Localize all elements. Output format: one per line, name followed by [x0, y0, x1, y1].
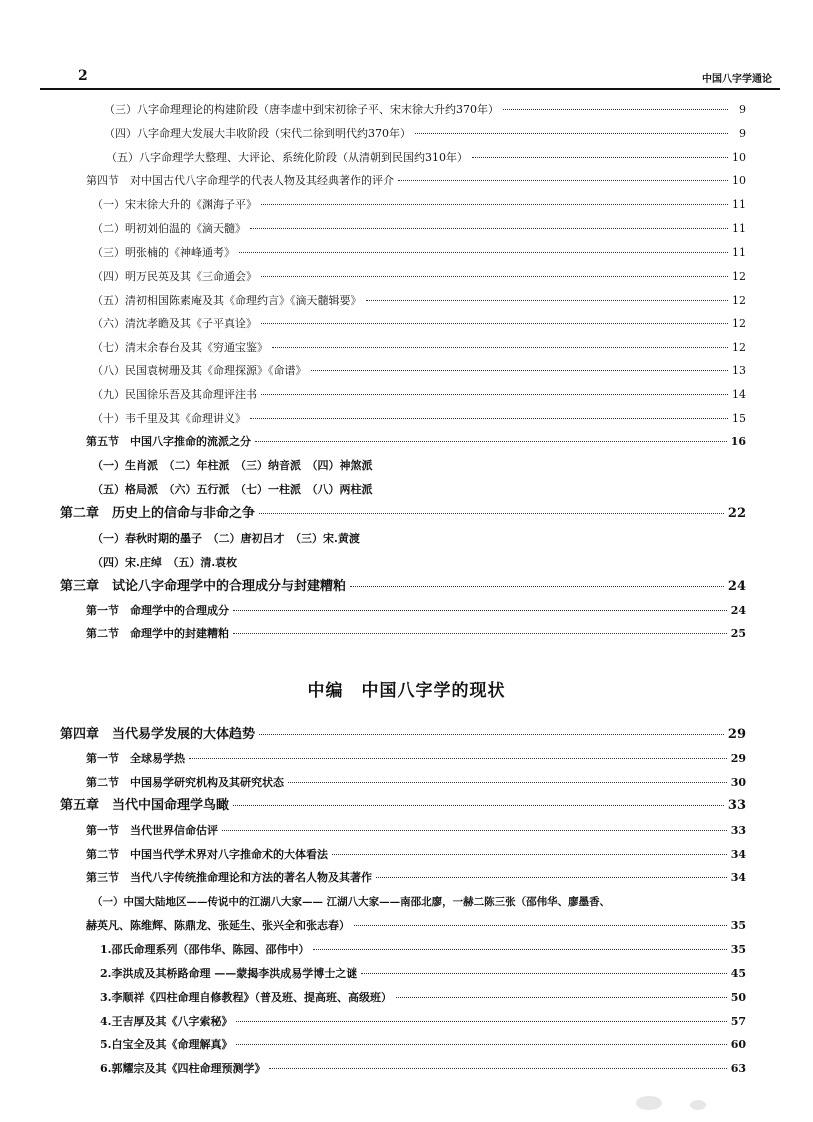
leader-dots — [261, 393, 728, 395]
toc-entry-page: 45 — [730, 967, 746, 980]
toc-entry-title: 第四节 对中国古代八字命理学的代表人物及其经典著作的评介 — [86, 174, 394, 187]
toc-entry-section[interactable] — [86, 602, 746, 620]
leader-dots — [255, 440, 727, 442]
toc-entry[interactable] — [104, 101, 746, 119]
toc-entry-section[interactable] — [86, 869, 746, 887]
toc-entry-title: （七）清末余春台及其《穷通宝鉴》 — [92, 341, 268, 354]
toc-entry-page: 60 — [730, 1038, 746, 1051]
toc-entry-section[interactable] — [86, 433, 746, 451]
leader-dots — [269, 1067, 726, 1069]
leader-dots — [261, 275, 728, 277]
toc-entry[interactable] — [100, 1036, 746, 1054]
leader-dots — [361, 972, 726, 974]
toc-entry-title: 第二节 命理学中的封建糟粕 — [86, 627, 229, 640]
chapter2-people-line-1: （一）春秋时期的墨子 （二）唐初吕才 （三）宋.黄渡 — [92, 532, 360, 545]
leader-dots — [236, 1020, 726, 1022]
page-number: 2 — [78, 68, 88, 84]
toc-entry-page: 11 — [732, 198, 746, 211]
toc-entry-page: 29 — [727, 727, 746, 742]
toc-entry-title: 赫英凡、陈维辉、陈鼎龙、张延生、张兴全和张志春） — [86, 919, 350, 932]
toc-entry[interactable] — [100, 1013, 746, 1031]
toc-entry-page: 12 — [732, 294, 746, 307]
toc-entry[interactable] — [92, 386, 746, 404]
toc-entry-title: （十）韦千里及其《命理讲义》 — [92, 412, 246, 425]
toc-entry-title: 第一节 全球易学热 — [86, 752, 185, 765]
schools-list-line-2: （五）格局派 （六）五行派 （七）一柱派 （八）两柱派 — [92, 483, 373, 496]
leader-dots — [259, 512, 724, 514]
toc-entry-page: 33 — [730, 824, 746, 837]
toc-entry-page: 24 — [730, 604, 746, 617]
toc-entry-page: 9 — [739, 103, 746, 116]
toc-entry-page: 25 — [730, 627, 746, 640]
toc-entry-page: 35 — [730, 943, 746, 956]
toc-entry-section[interactable] — [86, 172, 746, 190]
toc-entry[interactable] — [100, 941, 746, 959]
toc-entry-page: 33 — [727, 798, 746, 813]
toc-entry-title: （三）八字命理理论的构建阶段（唐李虚中到宋初徐子平、宋末徐大升约370年） — [104, 103, 499, 116]
scan-smudge — [636, 1096, 662, 1110]
running-book-title: 中国八字学通论 — [702, 74, 772, 85]
toc-entry-title: 第二章 历史上的信命与非命之争 — [60, 506, 256, 521]
leader-dots — [350, 585, 724, 587]
toc-entry[interactable] — [92, 339, 746, 357]
toc-entry-page: 35 — [730, 919, 746, 932]
toc-entry-chapter[interactable] — [60, 797, 746, 815]
toc-entry[interactable] — [92, 268, 746, 286]
toc-entry[interactable] — [86, 917, 746, 935]
toc-entry-title: 2.李洪成及其桥路命理 ——蒙揭李洪成易学博士之谜 — [100, 967, 358, 980]
leader-dots — [261, 322, 728, 324]
toc-entry-page: 9 — [739, 127, 746, 140]
toc-entry-title: 1.邵氏命理系列（邵伟华、陈园、邵伟中） — [100, 943, 310, 956]
toc-entry-title: 4.王吉厚及其《八字索秘》 — [100, 1015, 233, 1028]
leader-dots — [415, 132, 728, 134]
toc-entry-page: 10 — [732, 174, 746, 187]
leader-dots — [376, 876, 727, 878]
leader-dots — [189, 757, 727, 759]
toc-entry-section[interactable] — [86, 846, 746, 864]
toc-entry-section[interactable] — [86, 774, 746, 792]
toc-entry-title: 第二节 中国当代学术界对八字推命术的大体看法 — [86, 848, 328, 861]
chapter2-people-line-2: （四）宋.庄绰 （五）清.袁枚 — [92, 556, 238, 569]
toc-entry-page: 14 — [732, 388, 746, 401]
leader-dots — [222, 829, 727, 831]
toc-entry-page: 12 — [732, 341, 746, 354]
toc-entry-title: 第四章 当代易学发展的大体趋势 — [60, 727, 256, 742]
leader-dots — [313, 948, 726, 950]
leader-dots — [250, 227, 728, 229]
toc-entry[interactable] — [92, 362, 746, 380]
toc-entry-title: 5.白宝全及其《命理解真》 — [100, 1038, 233, 1051]
leader-dots — [236, 1043, 726, 1045]
leader-dots — [396, 996, 727, 998]
toc-entry[interactable] — [100, 965, 746, 983]
toc-entry-title: （五）清初相国陈素庵及其《命理约言》《滴天髓辑要》 — [92, 294, 362, 307]
toc-entry-page: 22 — [727, 506, 746, 521]
toc-entry-title: （三）明张楠的《神峰通考》 — [92, 246, 235, 259]
toc-entry-title: （六）清沈孝瞻及其《子平真诠》 — [92, 317, 257, 330]
toc-entry-page: 12 — [732, 317, 746, 330]
toc-entry-title: （九）民国徐乐吾及其命理评注书 — [92, 388, 257, 401]
toc-entry[interactable] — [100, 989, 746, 1007]
leader-dots — [311, 369, 729, 371]
leader-dots — [233, 609, 727, 611]
toc-entry-page: 63 — [730, 1062, 746, 1075]
toc-entry-title: 第五节 中国八字推命的流派之分 — [86, 435, 251, 448]
toc-entry-title: 6.郭耀宗及其《四柱命理预测学》 — [100, 1062, 266, 1075]
toc-entry-title: 第三章 试论八字命理学中的合理成分与封建糟粕 — [60, 579, 347, 594]
toc-entry[interactable] — [92, 315, 746, 333]
toc-entry-page: 10 — [732, 151, 746, 164]
leader-dots — [503, 108, 728, 110]
page-header — [40, 64, 780, 90]
toc-entry-title: 第五章 当代中国命理学鸟瞰 — [60, 798, 230, 813]
toc-entry-page: 24 — [727, 579, 746, 594]
toc-entry-page: 29 — [730, 752, 746, 765]
toc-entry-page: 57 — [730, 1015, 746, 1028]
schools-list-line-1: （一）生肖派 （二）年柱派 （三）纳音派 （四）神煞派 — [92, 459, 373, 472]
toc-entry-page: 13 — [732, 364, 746, 377]
toc-entry[interactable] — [92, 410, 746, 428]
leader-dots — [259, 733, 724, 735]
leader-dots — [261, 203, 728, 205]
leader-dots — [398, 179, 728, 181]
toc-entry-page: 34 — [730, 848, 746, 861]
toc-entry-page: 12 — [732, 270, 746, 283]
leader-dots — [250, 417, 728, 419]
leader-dots — [354, 924, 727, 926]
toc-entry-title: （二）明初刘伯温的《滴天髓》 — [92, 222, 246, 235]
toc-entry[interactable] — [92, 220, 746, 238]
toc-entry-title: 第一节 命理学中的合理成分 — [86, 604, 229, 617]
toc-entry-title: （一）宋末徐大升的《渊海子平》 — [92, 198, 257, 211]
toc-entry-title: （四）八字命理大发展大丰收阶段（宋代二徐到明代约370年） — [104, 127, 411, 140]
toc-entry-title: （八）民国袁树珊及其《命理探源》《命谱》 — [92, 364, 307, 377]
toc-entry-chapter[interactable] — [60, 505, 746, 523]
leader-dots — [288, 781, 727, 783]
toc-entry-title: （五）八字命理学大整理、大评论、系统化阶段（从清朝到民国约310年） — [106, 151, 468, 164]
toc-entry-title: 第三节 当代八字传统推命理论和方法的著名人物及其著作 — [86, 871, 372, 884]
toc-entry-chapter[interactable] — [60, 578, 746, 596]
toc-entry-page: 15 — [732, 412, 746, 425]
toc-entry-page: 50 — [730, 991, 746, 1004]
leader-dots — [239, 251, 728, 253]
toc-entry-section[interactable] — [86, 822, 746, 840]
toc-entry[interactable] — [92, 292, 746, 310]
mainland-intro-line: （一）中国大陆地区——传说中的江湖八大家—— 江湖八大家——南邵北廖，一赫二陈三张（邵伟华、廖墨香、 — [92, 896, 611, 908]
toc-entry-section[interactable] — [86, 625, 746, 643]
toc-entry[interactable] — [104, 125, 746, 143]
leader-dots — [366, 299, 729, 301]
leader-dots — [233, 632, 727, 634]
toc-entry-title: 第二节 中国易学研究机构及其研究状态 — [86, 776, 284, 789]
toc-entry-title: 第一节 当代世界信命估评 — [86, 824, 218, 837]
leader-dots — [332, 853, 727, 855]
leader-dots — [233, 804, 724, 806]
toc-entry-page: 30 — [730, 776, 746, 789]
scan-smudge — [690, 1100, 706, 1110]
toc-entry[interactable] — [92, 196, 746, 214]
leader-dots — [472, 156, 728, 158]
toc-entry-page: 16 — [730, 435, 746, 448]
toc-entry[interactable] — [106, 149, 746, 167]
toc-entry-page: 11 — [732, 222, 746, 235]
toc-entry[interactable] — [92, 244, 746, 262]
toc-entry-page: 34 — [730, 871, 746, 884]
toc-entry-page: 11 — [732, 246, 746, 259]
toc-entry-chapter[interactable] — [60, 726, 746, 744]
toc-entry-section[interactable] — [86, 750, 746, 768]
toc-entry-title: （四）明万民英及其《三命通会》 — [92, 270, 257, 283]
toc-entry-title: 3.李顺祥《四柱命理自修教程》（普及班、提高班、高级班） — [100, 991, 392, 1004]
leader-dots — [272, 346, 728, 348]
part-title: 中编 中国八字学的现状 — [307, 681, 506, 701]
toc-entry[interactable] — [100, 1060, 746, 1078]
